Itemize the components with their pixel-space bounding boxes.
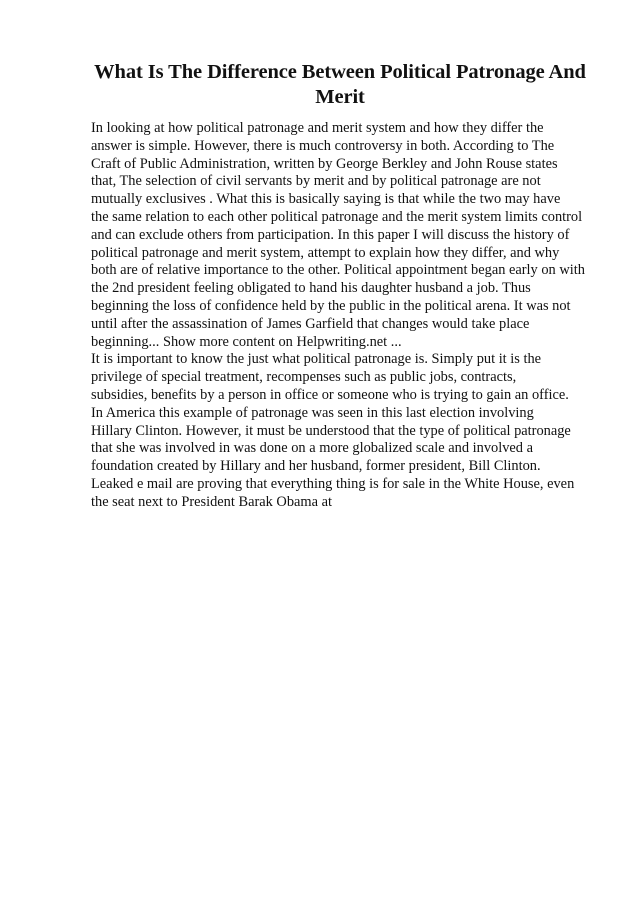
- body-paragraph-2: It is important to know the just what political patronage is. Simply put it is the privilege of special treatment, recompenses such as public jobs, contracts, subsidies, benefits by a person in office or someone who is trying to gain an office. In America this example of patronage was seen in this last election involving Hillary Clinton. However, it must be understood that the type of political patronage that she was involved in was done on a more globalized scale and involved a foundation created by Hillary and her husband, former president, Bill Clinton. Leaked e mail are proving that everything thing is for sale in the White House, even the seat next to President Barak Obama at: [91, 351, 575, 510]
- document-title: What Is The Difference Between Political Patronage And Merit: [94, 61, 586, 108]
- body-paragraph-1: In looking at how political patronage and merit system and how they differ the answer is simple. However, there is much controversy in both. According to The Craft of Public Administration, written by George Berkley and John Rouse states that, The selection of civil servants by merit and by political patronage are not mutually exclusives . What this is basically saying is that while the two may have the same relation to each other political patronage and the merit system limits control and can exclude others from participation. In this paper I will discuss the history of political patronage and merit system, attempt to explain how they differ, and why both are of relative importance to the other. Political appointment began early on with the 2nd president feeling obligated to hand his daughter husband a job. Thus beginning the loss of confidence held by the public in the political arena. It was not until after the assassination of James Garfield that changes would take place beginning... Show more content on Helpwriting.net ...: [91, 120, 585, 350]
- document-body: [91, 120, 591, 512]
